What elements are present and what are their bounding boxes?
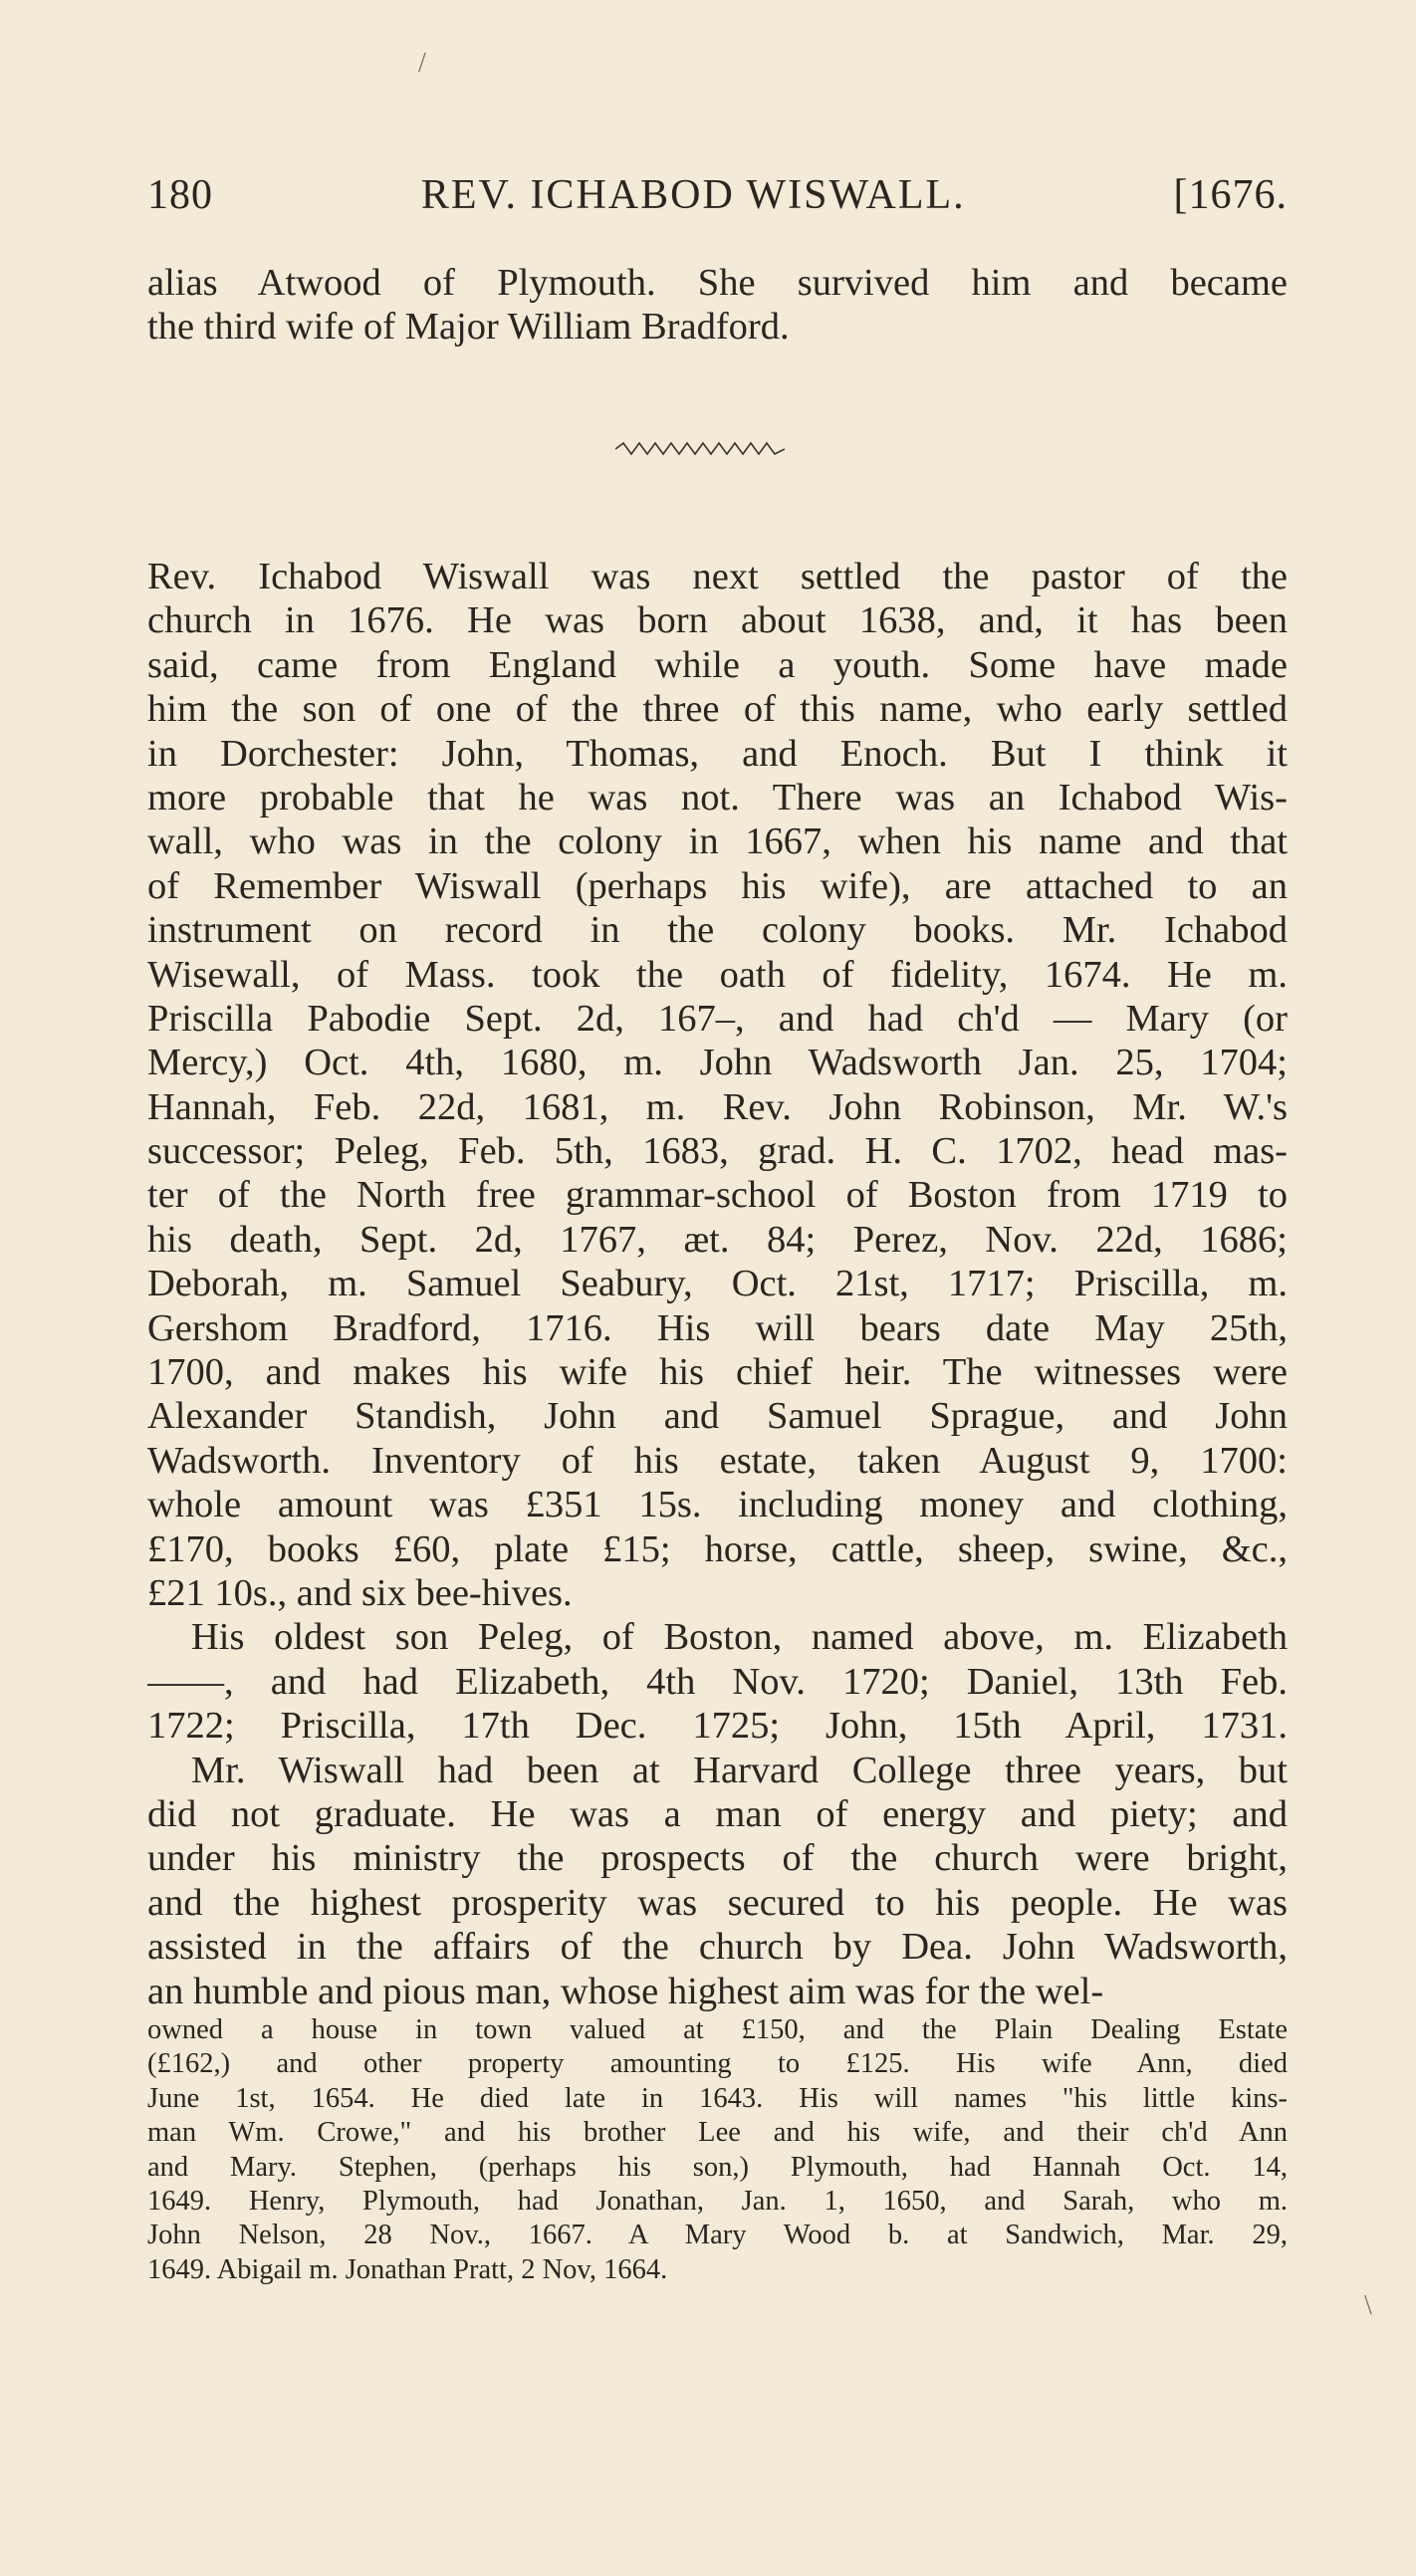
text-line: Gershom Bradford, 1716. His will bears date May 25th,	[147, 1306, 1288, 1349]
text-line: Deborah, m. Samuel Seabury, Oct. 21st, 1717; Priscilla, m.	[147, 1263, 1288, 1305]
text-line: Mr. Wiswall had been at Harvard College three years, but	[191, 1749, 1288, 1791]
header-year: [1676.	[1173, 172, 1288, 218]
footnote-line: and Mary. Stephen, (perhaps his son,) Plymouth, had Hannah Oct. 14,	[147, 2151, 1288, 2183]
text-line: Rev. Ichabod Wiswall was next settled the pastor of the	[147, 556, 1288, 597]
text-line: and the highest prosperity was secured to his people. He was	[147, 1881, 1288, 1924]
text-line: under his ministry the prospects of the church were bright,	[147, 1837, 1288, 1880]
text-line: him the son of one of the three of this name, who early settled	[147, 688, 1288, 731]
text-line: said, came from England while a youth. Some have made	[147, 643, 1288, 686]
text-line: successor; Peleg, Feb. 5th, 1683, grad. H. C. 1702, head mas-	[147, 1130, 1288, 1173]
text-line: instrument on record in the colony books. Mr. Ichabod	[147, 909, 1288, 952]
text-line: assisted in the affairs of the church by Dea. John Wadsworth,	[147, 1926, 1288, 1969]
text-line: church in 1676. He was born about 1638, and, it has been	[147, 599, 1288, 642]
text-line: in Dorchester: John, Thomas, and Enoch. But I think it	[147, 732, 1288, 775]
page-mark: /	[418, 48, 426, 79]
footnote-line: (£162,) and other property amounting to £125. His wife Ann, died	[147, 2048, 1288, 2080]
footnote-line: man Wm. Crowe," and his brother Lee and his wife, and their ch'd Ann	[147, 2117, 1288, 2149]
text-line: ——, and had Elizabeth, 4th Nov. 1720; Daniel, 13th Feb.	[147, 1660, 1288, 1703]
page-mark: \	[1364, 2290, 1372, 2321]
text-line: 1700, and makes his wife his chief heir. The witnesses were	[147, 1351, 1288, 1394]
section-divider-ornament	[615, 440, 785, 458]
text-line: ter of the North free grammar-school of Boston from 1719 to	[147, 1174, 1288, 1217]
footnote-line: John Nelson, 28 Nov., 1667. A Mary Wood b. at Sandwich, Mar. 29,	[147, 2220, 1288, 2251]
text-line: wall, who was in the colony in 1667, when his name and that	[147, 820, 1288, 863]
text-line: His oldest son Peleg, of Boston, named above, m. Elizabeth	[191, 1616, 1288, 1659]
page-number: 180	[147, 172, 213, 218]
main-text	[147, 555, 1288, 2013]
text-line: 1722; Priscilla, 17th Dec. 1725; John, 15th April, 1731.	[147, 1705, 1288, 1748]
running-header	[147, 171, 1288, 219]
text-line: an humble and pious man, whose highest aim was for the wel-	[147, 1970, 1104, 2012]
continuation-line: the third wife of Major William Bradford.	[147, 306, 790, 349]
text-line: Priscilla Pabodie Sept. 2d, 167–, and had ch'd — Mary (or	[147, 997, 1288, 1040]
continuation-paragraph	[147, 261, 1288, 350]
text-line: £21 10s., and six bee-hives.	[147, 1571, 573, 1614]
text-line: more probable that he was not. There was an Ichabod Wis-	[147, 776, 1288, 819]
text-line: Wadsworth. Inventory of his estate, taken August 9, 1700:	[147, 1439, 1288, 1482]
text-line: of Remember Wiswall (perhaps his wife), are attached to an	[147, 864, 1288, 907]
running-title: REV. ICHABOD WISWALL.	[420, 172, 966, 218]
text-line: Wisewall, of Mass. took the oath of fidelity, 1674. He m.	[147, 953, 1288, 996]
footnote-line: 1649. Henry, Plymouth, had Jonathan, Jan. 1, 1650, and Sarah, who m.	[147, 2185, 1288, 2217]
text-line: his death, Sept. 2d, 1767, æt. 84; Perez, Nov. 22d, 1686;	[147, 1218, 1288, 1261]
text-line: £170, books £60, plate £15; horse, cattle, sheep, swine, &c.,	[147, 1527, 1288, 1570]
text-line: whole amount was £351 15s. including money and clothing,	[147, 1484, 1288, 1526]
footnote-line: 1649. Abigail m. Jonathan Pratt, 2 Nov, 1664.	[147, 2253, 668, 2285]
continuation-line: alias Atwood of Plymouth. She survived him and became	[147, 262, 1288, 304]
text-line: Hannah, Feb. 22d, 1681, m. Rev. John Robinson, Mr. W.'s	[147, 1085, 1288, 1128]
footnote-line: owned a house in town valued at £150, and the Plain Dealing Estate	[147, 2014, 1288, 2045]
text-line: did not graduate. He was a man of energy and piety; and	[147, 1792, 1288, 1835]
text-line: Mercy,) Oct. 4th, 1680, m. John Wadsworth Jan. 25, 1704;	[147, 1042, 1288, 1084]
footnote	[147, 2013, 1288, 2287]
text-line: Alexander Standish, John and Samuel Sprague, and John	[147, 1395, 1288, 1438]
footnote-line: June 1st, 1654. He died late in 1643. His will names "his little kins-	[147, 2082, 1288, 2114]
